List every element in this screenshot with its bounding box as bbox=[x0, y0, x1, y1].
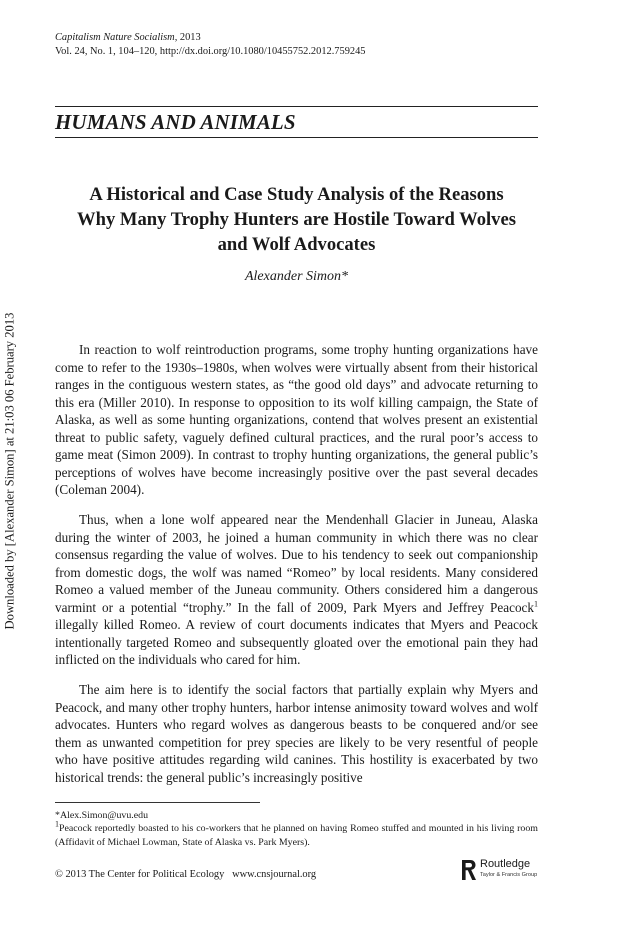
article-title-line-2: Why Many Trophy Hunters are Hostile Toward Wolves bbox=[77, 209, 516, 230]
footnotes bbox=[55, 809, 538, 849]
download-watermark bbox=[1, 289, 19, 653]
journal-name-line bbox=[55, 31, 365, 45]
journal-name: Capitalism Nature Socialism, bbox=[55, 32, 178, 43]
body-paragraph-2-part-b: illegally killed Romeo. A review of court documents indicates that Myers and Peacock intentionally targeted Romeo and subsequently gloated over the emotional pain they had inflicted on the individuals who cared for him. bbox=[55, 617, 538, 667]
journal-citation bbox=[55, 45, 365, 59]
body-paragraph-2 bbox=[55, 511, 538, 669]
publisher-logo bbox=[460, 858, 540, 884]
download-watermark-text: Downloaded by [Alexander Simon] at 21:03 06 February 2013 bbox=[2, 312, 17, 630]
copyright-text: © 2013 The Center for Political Ecology bbox=[55, 869, 225, 880]
section-rule-bottom bbox=[55, 137, 538, 138]
article-title bbox=[55, 182, 538, 257]
section-rule-top bbox=[55, 106, 538, 107]
journal-url-link[interactable]: www.cnsjournal.org bbox=[232, 869, 317, 880]
footnote-1 bbox=[55, 822, 538, 849]
footnote-1-mark: 1 bbox=[55, 820, 59, 830]
author-email-footnote[interactable]: *Alex.Simon@uvu.edu bbox=[55, 810, 149, 821]
section-title: HUMANS AND ANIMALS bbox=[55, 110, 296, 134]
journal-citation-text: Vol. 24, No. 1, 104–120, http://dx.doi.org/10.1080/10455752.2012.759245 bbox=[55, 46, 366, 57]
footnote-1-text: Peacock reportedly boasted to his co-workers that he planned on having Romeo stuffed and mounted in his living room (Affidavit of Michael Lowman, State of Alaska vs. Park Myers). bbox=[55, 823, 538, 848]
article-title-line-1: A Historical and Case Study Analysis of the Reasons bbox=[89, 184, 504, 205]
routledge-r-logo-icon bbox=[460, 858, 477, 882]
publisher-group: Taylor & Francis Group bbox=[480, 872, 538, 878]
publisher-name: Routledge bbox=[480, 858, 531, 870]
footnote-divider bbox=[55, 802, 260, 803]
article-title-line-3: and Wolf Advocates bbox=[217, 234, 376, 255]
body-paragraph-2-part-a: Thus, when a lone wolf appeared near the Mendenhall Glacier in Juneau, Alaska during the winter of 2003, he joined a human community in which there was no clear consensus regarding the value of wolves. Due to his tendency to seek out companionship from domestic dogs, the wolf was named “Romeo” by local residents. Many considered Romeo a valued member of the Juneau community. Others considered him a dangerous varmint or a potential “trophy.” In the fall of 2009, Park Myers and Jeffrey Peacock bbox=[55, 512, 538, 615]
body-paragraph-1: In reaction to wolf reintroduction programs, some trophy hunting organizations have come to refer to the 1930s–1980s, when wolves were virtually absent from their historical ranges in the contiguous western states, as “the good old days” and advocate returning to this era (Miller 2010). In response to opposition to its wolf killing campaign, the State of Alaska, as well as some hunting organizations, contend that wolves present an existential threat to public safety, vaguely defined cultural practices, and the rural poor’s access to game meat (Simon 2009). In contrast to trophy hunting organizations, the general public’s perceptions of wolves have become increasingly positive over the past several decades (Coleman 2004). bbox=[55, 342, 538, 497]
body-paragraph-3: The aim here is to identify the social factors that partially explain why Myers and Peacock, and many other trophy hunters, harbor intense animosity toward wolves and wolf advocates. Hunters who regard wolves as dangerous beasts to be conquered and/or see them as unwanted competition for prey species are likely to be very resentful of people who have positive attitudes regarding wild canines. This hostility is exacerbated by two historical trends: the general public’s increasingly positive bbox=[55, 682, 538, 785]
article-author: Alexander Simon* bbox=[244, 269, 349, 284]
journal-header bbox=[55, 31, 365, 59]
journal-year: 2013 bbox=[177, 32, 201, 43]
copyright-line bbox=[55, 869, 316, 880]
footnote-reference-1[interactable]: 1 bbox=[534, 599, 538, 609]
